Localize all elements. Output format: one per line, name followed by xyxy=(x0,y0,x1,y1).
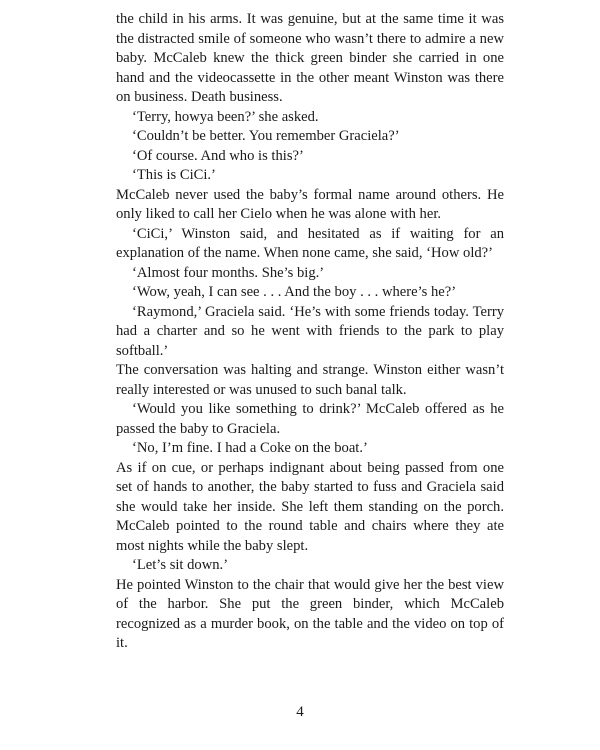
page-number: 4 xyxy=(296,704,304,720)
paragraph-5: ‘This is CiCi.’ xyxy=(132,167,216,183)
paragraph-2: ‘Terry, howya been?’ she asked. xyxy=(132,108,319,125)
paragraph-4: ‘Of course. And who is this?’ xyxy=(132,147,304,164)
paragraph-3: ‘Couldn’t be better. You remember Graciela?’ xyxy=(132,128,400,144)
paragraph-8: ‘Almost four months. She’s big.’ xyxy=(132,264,325,281)
paragraph-15: ‘Let’s sit down.’ xyxy=(132,557,229,573)
paragraph-14: As if on cue, or perhaps indignant about being passed from one set of hands to another, the baby started to fuss and Graciela said she would take her inside. She left them standing on the porch. McCaleb pointed to the round table and chairs where they ate most nights while the baby slept. xyxy=(116,459,504,554)
paragraph-16: He pointed Winston to the chair that would give her the best view of the harbor. She put the green binder, which McCaleb recognized as a murder book, on the table and the video on top of it. xyxy=(116,576,504,651)
paragraph-7: ‘CiCi,’ Winston said, and hesitated as if waiting for an explanation of the name. When none came, she said, ‘How old?’ xyxy=(116,225,504,261)
paragraph-9: ‘Wow, yeah, I can see . . . And the boy . . . where’s he?’ xyxy=(132,284,457,300)
paragraph-1: the child in his arms. It was genuine, but at the same time it was the distracted smile of someone who wasn’t there to admire a new baby. McCaleb knew the thick green binder she carried in one hand and the videocassette in the other meant Winston was there on business. Death business. xyxy=(116,11,504,105)
paragraph-13: ‘No, I’m fine. I had a Coke on the boat.’ xyxy=(132,440,368,456)
page-body xyxy=(116,10,504,654)
paragraph-12: ‘Would you like something to drink?’ McCaleb offered as he passed the baby to Graciela. xyxy=(116,401,504,437)
paragraph-10: ‘Raymond,’ Graciela said. ‘He’s with some friends today. Terry had a charter and so he went with friends to the park to play softball.’ xyxy=(116,303,504,359)
paragraph-11: The conversation was halting and strange. Winston either wasn’t really interested or was unused to such banal talk. xyxy=(116,362,504,398)
paragraph-6: McCaleb never used the baby’s formal name around others. He only liked to call her Cielo when he was alone with her. xyxy=(116,186,504,222)
